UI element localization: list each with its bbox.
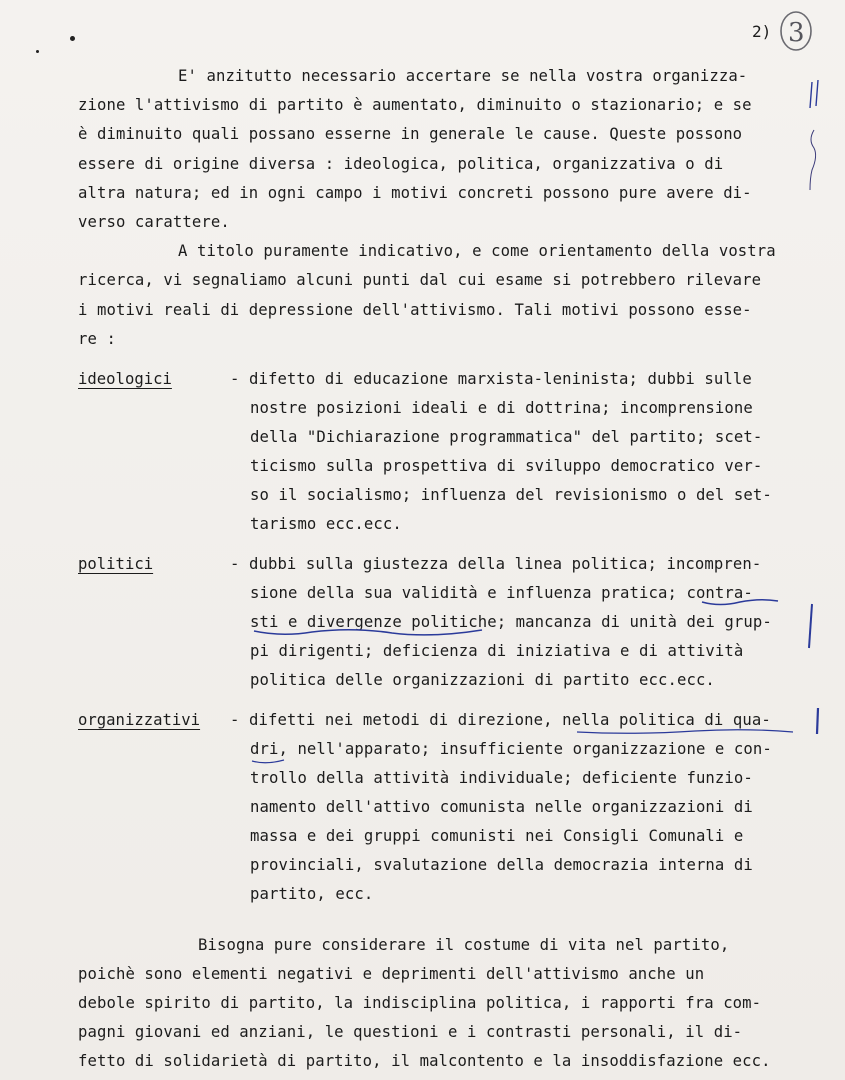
paragraph1-line: verso carattere. xyxy=(78,213,230,231)
page-number: 2) xyxy=(752,22,772,41)
pencil-underline xyxy=(700,596,780,608)
handwritten-page-number xyxy=(776,8,816,54)
pencil-underline xyxy=(250,756,286,766)
category-ideologici-line: ticismo sulla prospettiva di sviluppo democratico ver- xyxy=(250,457,763,475)
category-label-politici: politici xyxy=(78,555,154,573)
margin-mark xyxy=(804,78,828,198)
category-organizzativi-line: massa e dei gruppi comunisti nei Consigli Comunali e xyxy=(250,827,744,845)
category-organizzativi-line: namento dell'attivo comunista nelle organizzazioni di xyxy=(250,798,753,816)
handwritten-page-digit: 3 xyxy=(788,18,805,48)
paragraph3-line: fetto di solidarietà di partito, il malcontento e la insoddisfazione ecc. xyxy=(78,1052,771,1070)
paragraph1-line: è diminuito quali possano esserne in generale le cause. Queste possono xyxy=(78,125,743,143)
margin-mark xyxy=(804,602,818,652)
paragraph3-line: poichè sono elementi negativi e deprimenti dell'attivismo anche un xyxy=(78,965,705,983)
paragraph1-line: E' anzitutto necessario accertare se nella vostra organizza- xyxy=(178,67,748,85)
category-organizzativi-line: provinciali, svalutazione della democrazia interna di xyxy=(250,856,753,874)
category-organizzativi-line: - difetti nei metodi di direzione, nella politica di qua- xyxy=(230,711,771,729)
paragraph1-line: essere di origine diversa : ideologica, politica, organizzativa o di xyxy=(78,155,724,173)
category-ideologici-line: so il socialismo; influenza del revisionismo o del set- xyxy=(250,486,772,504)
pencil-underline xyxy=(252,625,484,639)
pencil-underline xyxy=(575,727,795,737)
category-ideologici-line: - difetto di educazione marxista-leninista; dubbi sulle xyxy=(230,370,752,388)
category-label-ideologici: ideologici xyxy=(78,370,172,388)
paragraph1-line: altra natura; ed in ogni campo i motivi concreti possono pure avere di- xyxy=(78,184,752,202)
category-ideologici-line: tarismo ecc.ecc. xyxy=(250,515,402,533)
category-politici-line: sti e divergenze politiche; mancanza di unità dei grup- xyxy=(250,613,772,631)
category-politici-line: politica delle organizzazioni di partito ecc.ecc. xyxy=(250,671,715,689)
category-organizzativi-line: partito, ecc. xyxy=(250,885,374,903)
category-organizzativi-line: trollo della attività individuale; deficiente funzio- xyxy=(250,769,753,787)
category-politici-line: pi dirigenti; deficienza di iniziativa e di attività xyxy=(250,642,744,660)
ink-speck xyxy=(36,50,39,53)
ink-speck xyxy=(70,36,75,41)
category-ideologici-line: nostre posizioni ideali e di dottrina; incomprensione xyxy=(250,399,753,417)
paragraph2-line: ricerca, vi segnaliamo alcuni punti dal cui esame si potrebbero rilevare xyxy=(78,271,762,289)
paragraph3-line: Bisogna pure considerare il costume di vita nel partito, xyxy=(198,936,730,954)
paragraph1-line: zione l'attivismo di partito è aumentato, diminuito o stazionario; e se xyxy=(78,96,752,114)
paragraph3-line: debole spirito di partito, la indisciplina politica, i rapporti fra com- xyxy=(78,994,762,1012)
paragraph2-line: re : xyxy=(78,330,116,348)
category-label-organizzativi: organizzativi xyxy=(78,711,201,729)
category-politici-line: sione della sua validità e influenza pratica; contra- xyxy=(250,584,753,602)
category-ideologici-line: della "Dichiarazione programmatica" del partito; scet- xyxy=(250,428,763,446)
paragraph2-line: i motivi reali di depressione dell'attivismo. Tali motivi possono esse- xyxy=(78,301,752,319)
category-politici-line: - dubbi sulla giustezza della linea politica; incompren- xyxy=(230,555,762,573)
category-organizzativi-line: dri, nell'apparato; insufficiente organizzazione e con- xyxy=(250,740,772,758)
margin-mark xyxy=(812,706,824,736)
paragraph2-line: A titolo puramente indicativo, e come orientamento della vostra xyxy=(178,242,776,260)
paragraph3-line: pagni giovani ed anziani, le questioni e i contrasti personali, il di- xyxy=(78,1023,743,1041)
